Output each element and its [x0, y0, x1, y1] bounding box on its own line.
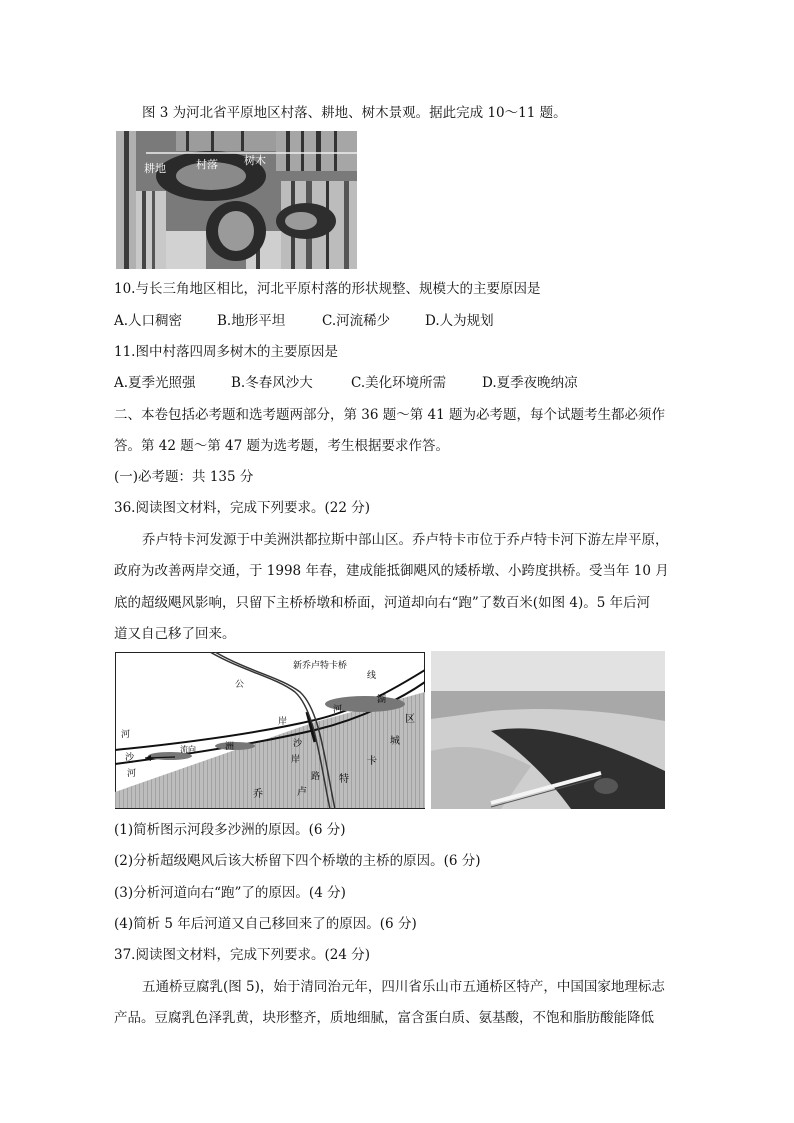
label-river-1: 河: [121, 730, 131, 740]
q10-option-b[interactable]: B.地形平坦: [217, 313, 286, 329]
q36-para-3: 底的超级飓风影响，只留下主桥桥墩和桥面，河道却向右“跑”了数百米(如图 4)。5 年后河: [114, 595, 651, 611]
section2-line2: 答。第 42 题～第 47 题为选考题，考生根据要求作答。: [114, 438, 450, 454]
label-lu: 卢: [297, 787, 307, 798]
label-river-mid: 河: [333, 705, 343, 715]
q10-stem: 10.与长三角地区相比，河北平原村落的形状规整、规模大的主要原因是: [114, 281, 541, 297]
section2-line1: 二、本卷包括必考题和选考题两部分，第 36 题～第 41 题为必考题，每个试题考生都必须作: [114, 407, 666, 423]
q36-sub-1: (1)简析图示河段多沙洲的原因。(6 分): [114, 822, 346, 838]
q36-para-4: 道又自己移了回来。: [114, 626, 236, 642]
q11-option-b[interactable]: B.冬春风沙大: [231, 375, 313, 391]
label-sand-1: 沙: [125, 753, 135, 763]
q36-para-1: 乔卢特卡河发源于中美洲洪都拉斯中部山区。乔卢特卡市位于乔卢特卡河下游左岸平原，: [142, 532, 669, 548]
q11-option-a[interactable]: A.夏季光照强: [114, 375, 196, 391]
q37-para-2: 产品。豆腐乳色泽乳黄，块形整齐，质地细腻，富含蛋白质、氨基酸，不饱和脂肪酸能降低: [114, 1010, 654, 1026]
q10-option-d[interactable]: D.人为规划: [425, 313, 494, 329]
q11-option-d[interactable]: D.夏季夜晚纳凉: [482, 375, 578, 391]
label-rail-2: 湖: [377, 695, 387, 705]
label-sand-mid: 沙: [293, 739, 303, 749]
label-road-2: 路: [311, 772, 321, 782]
label-shore: 岸: [291, 755, 301, 765]
figure-3-aerial-photo: [116, 131, 357, 269]
label-bridge: 新乔卢特卡桥: [293, 661, 348, 671]
label-sand-2: 洲: [225, 742, 235, 752]
label-rail-1: 线: [367, 671, 377, 681]
q36-para-2: 政府为改善两岸交通，于 1998 年春，建成能抵御飓风的矮桥墩、小跨度拱桥。受当年 10 月: [114, 563, 669, 579]
label-village: 村落: [196, 158, 218, 171]
q36-sub-3: (3)分析河道向右“跑”了的原因。(4 分): [114, 885, 346, 901]
q37-para-1: 五通桥豆腐乳(图 5)，始于清同治元年，四川省乐山市五通桥区特产，中国国家地理标志: [142, 979, 665, 995]
label-te: 特: [339, 774, 349, 785]
q10-option-c[interactable]: C.河流稀少: [322, 313, 391, 329]
label-farmland: 耕地: [144, 162, 166, 175]
q11-option-c[interactable]: C.美化环境所需: [351, 375, 447, 391]
label-qiao: 乔: [253, 789, 263, 800]
q36-stem: 36.阅读图文材料，完成下列要求。(22 分): [114, 500, 370, 516]
label-district: 区: [405, 714, 415, 725]
q36-sub-4: (4)简析 5 年后河道又自己移回来了的原因。(6 分): [114, 916, 417, 932]
label-trees: 树木: [244, 154, 266, 167]
sandbar-2: [215, 742, 255, 750]
q11-stem: 11.图中村落四周多树木的主要原因是: [114, 344, 338, 360]
label-city: 城: [390, 736, 400, 747]
figure-4-river-photo: [431, 651, 665, 809]
label-road-1: 公: [235, 680, 245, 690]
required-header: (一)必考题：共 135 分: [114, 469, 254, 485]
q36-sub-2: (2)分析超级飓风后该大桥留下四个桥墩的主桥的原因。(6 分): [114, 853, 481, 869]
figure-4-river-map: [115, 652, 425, 809]
q10-option-a[interactable]: A.人口稠密: [114, 313, 183, 329]
label-bank: 岸: [278, 717, 288, 727]
label-ka: 卡: [367, 756, 377, 767]
label-river-2: 河: [127, 769, 137, 779]
label-flow: 流向: [180, 745, 196, 754]
q37-stem: 37.阅读图文材料，完成下列要求。(24 分): [114, 947, 370, 963]
fig3-intro: 图 3 为河北省平原地区村落、耕地、树木景观。据此完成 10～11 题。: [142, 105, 567, 121]
